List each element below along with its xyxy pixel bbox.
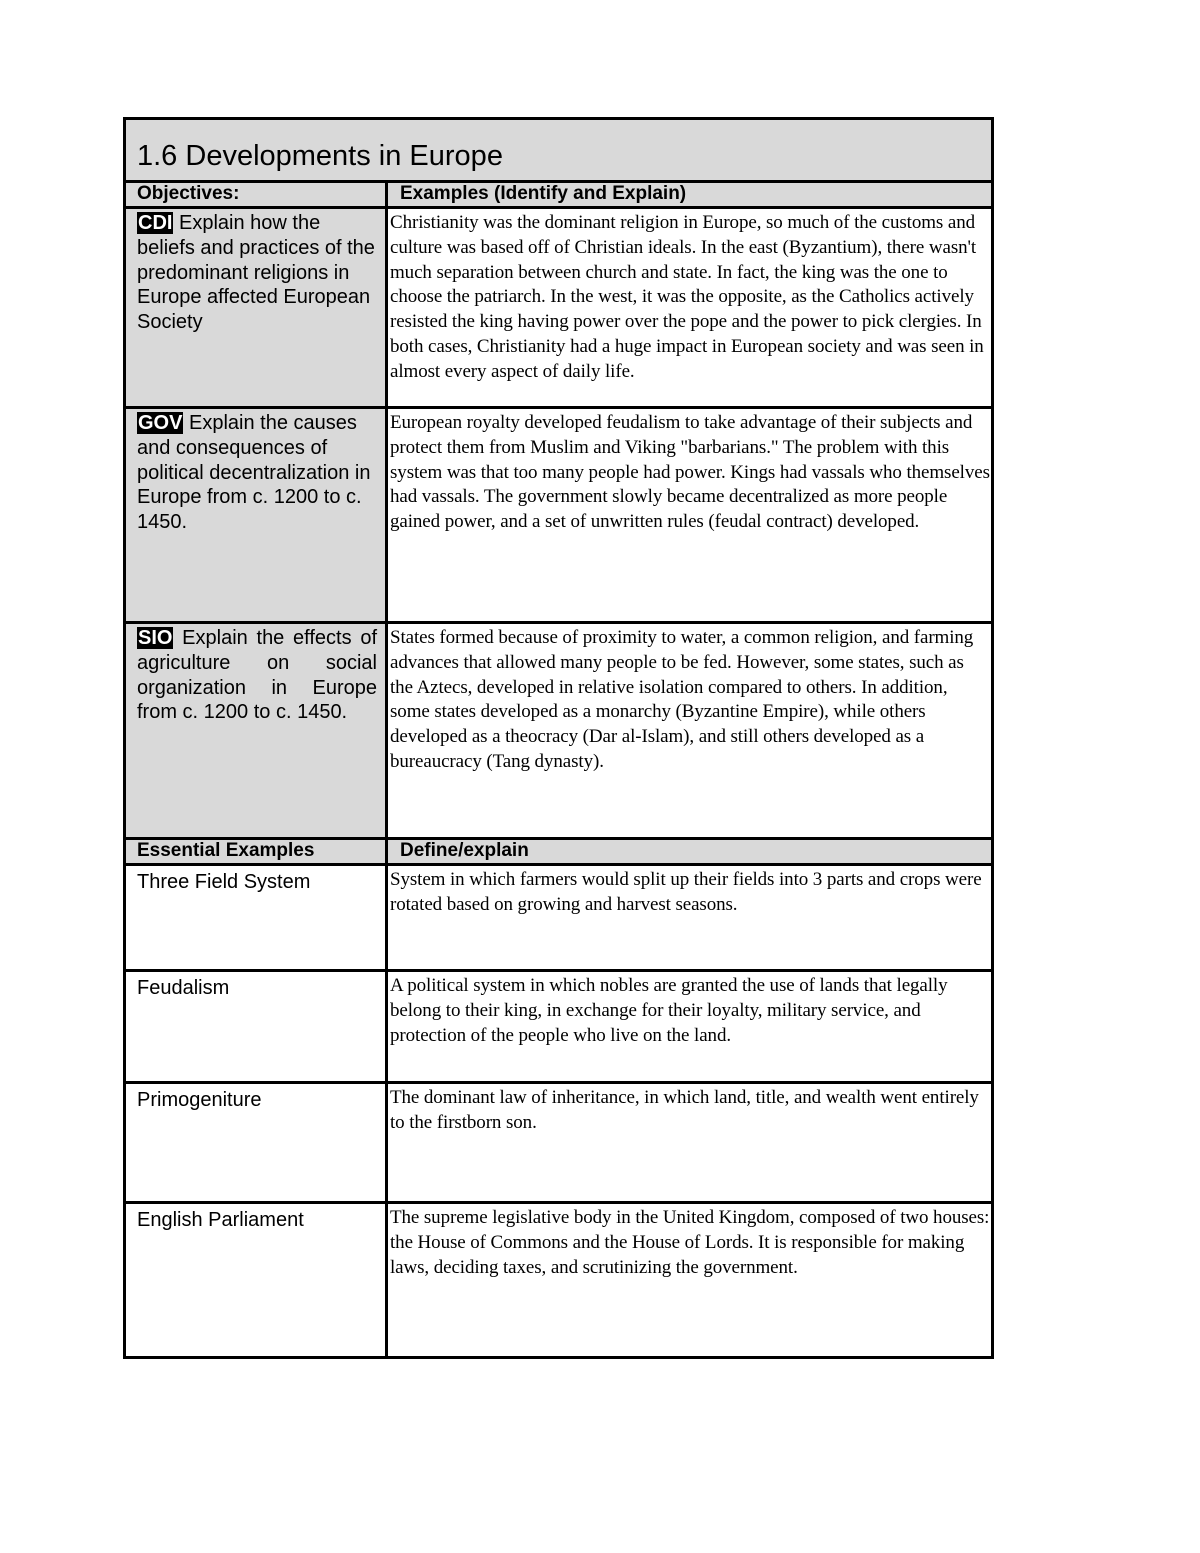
title-row: [126, 120, 991, 183]
theme-tag-cdi: CDI: [138, 212, 173, 234]
essential-examples-header: Essential Examples: [126, 840, 388, 863]
definition-cell[interactable]: System in which farmers would split up their fields into 3 parts and crops were rotated based on growing and harvest seasons.: [390, 869, 982, 915]
definition-cell[interactable]: The supreme legislative body in the United Kingdom, composed of two houses: the House of Commons and the House of Lords. It is responsible for making laws, deciding taxes, and scrutinizing the government.: [390, 1207, 990, 1278]
worksheet-table: [123, 117, 994, 1359]
essential-header-row: [126, 840, 991, 866]
answer-cell[interactable]: Christianity was the dominant religion in Europe, so much of the customs and culture was based off of Christian ideals. In the east (Byzantium), there wasn't much separation between church and state. In fact, the king was the one to choose the patriarch. In the west, it was the opposite, as the Catholics actively resisted the king having power over the pope and the power to pick clergies. In both cases, Christianity had a huge impact in European society and was seen in almost every aspect of daily life.: [390, 212, 984, 382]
objective-cell: [126, 409, 388, 621]
objective-row-sio: [126, 624, 991, 840]
objectives-header: Objectives:: [126, 183, 388, 206]
page-title: 1.6 Developments in Europe: [137, 140, 503, 172]
essential-term: English Parliament: [126, 1204, 388, 1356]
objective-row-cdi: [126, 209, 991, 409]
essential-row: [126, 1204, 991, 1356]
objective-text: Explain the causes and consequences of political decentralization in Europe from c. 1200 to c. 1450.: [137, 412, 371, 534]
objective-text: Explain how the beliefs and practices of the predominant religions in Europe affected European Society: [137, 212, 375, 334]
essential-row: [126, 866, 991, 972]
essential-row: [126, 1084, 991, 1204]
objective-row-gov: [126, 409, 991, 624]
theme-tag-gov: GOV: [138, 412, 183, 434]
define-explain-header: Define/explain: [388, 840, 991, 863]
objective-cell: [126, 209, 388, 406]
answer-cell[interactable]: European royalty developed feudalism to take advantage of their subjects and protect them from Muslim and Viking "barbarians." The problem with this system was that too many people had power. Kings had vassals who themselves had vassals. The government slowly became decentralized as more people gained power, and a set of unwritten rules (feudal contract) developed.: [390, 412, 990, 533]
definition-cell[interactable]: The dominant law of inheritance, in which land, title, and wealth went entirely to the firstborn son.: [390, 1087, 979, 1133]
objectives-header-row: [126, 183, 991, 209]
examples-header: Examples (Identify and Explain): [388, 183, 991, 206]
definition-cell[interactable]: A political system in which nobles are granted the use of lands that legally belong to their king, in exchange for their loyalty, military service, and protection of the people who live on the land.: [390, 975, 948, 1046]
essential-row: [126, 972, 991, 1084]
essential-term: Feudalism: [126, 972, 388, 1081]
theme-tag-sio: SIO: [138, 627, 173, 649]
objective-text: Explain the effects of agriculture on social organization in Europe from c. 1200 to c. 1450.: [137, 627, 377, 724]
essential-term: Primogeniture: [126, 1084, 388, 1201]
answer-cell[interactable]: States formed because of proximity to water, a common religion, and farming advances that allowed many people to be fed. However, some states, such as the Aztecs, developed in relative isolation compared to others. In addition, some states developed as a monarchy (Byzantine Empire), while others developed as a theocracy (Dar al-Islam), and still others developed as a bureaucracy (Tang dynasty).: [390, 627, 974, 772]
essential-term: Three Field System: [126, 866, 388, 969]
objective-cell: [126, 624, 388, 837]
